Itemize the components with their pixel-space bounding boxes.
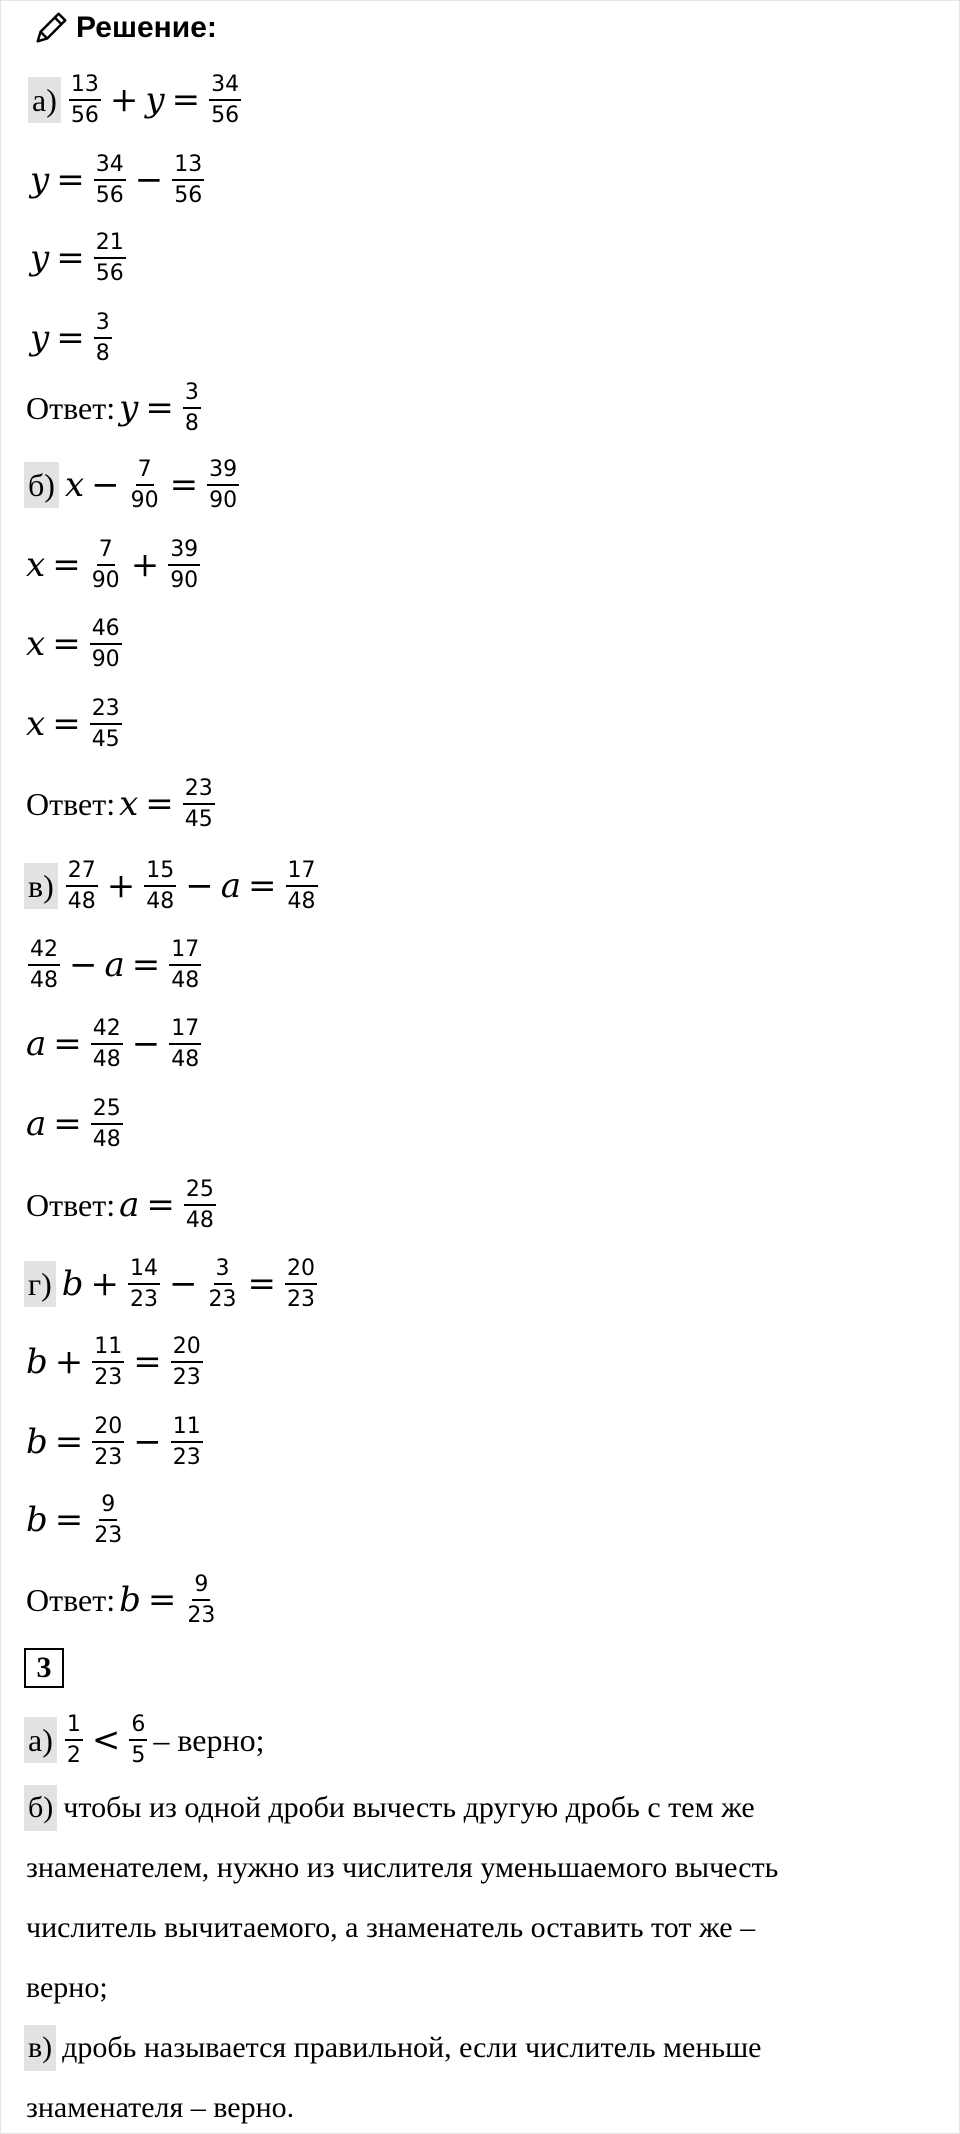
equals-sign: = (171, 80, 201, 120)
minus-sign: − (134, 160, 164, 200)
d-line-3 (26, 1412, 205, 1472)
paragraph-text: дробь называется правильной, если числитель меньше (62, 2031, 762, 2064)
b-line-3 (26, 614, 124, 674)
equals-sign: = (169, 465, 199, 505)
variable: a (104, 945, 125, 985)
solution-header (32, 6, 217, 50)
variable: b (26, 1500, 48, 1540)
fraction: $\frac{9}{23}$ (187, 1572, 216, 1628)
fraction: $\frac{17}{48}$ (287, 858, 316, 914)
fraction: $\frac{20}{23}$ (94, 1414, 123, 1470)
b-line-1 (24, 455, 241, 515)
a-line-3 (30, 228, 128, 288)
equals-sign: = (52, 624, 81, 664)
pencil-icon (32, 9, 70, 47)
variable: b (26, 1342, 48, 1382)
fraction: $\frac{11}{23}$ (94, 1334, 123, 1390)
fraction: $\frac{20}{23}$ (287, 1256, 316, 1312)
equals-sign: = (145, 784, 174, 824)
fraction: $\frac{17}{48}$ (171, 937, 200, 993)
fraction: $\frac{23}{45}$ (91, 696, 120, 752)
task3-a-label: а) (24, 1717, 57, 1763)
minus-sign: − (69, 945, 98, 985)
fraction: $\frac{3}{8}$ (184, 380, 199, 436)
paragraph-text: верно; (26, 1971, 108, 2004)
variable: a (220, 866, 242, 906)
answer-label: Ответ: (26, 1581, 116, 1618)
fraction: $\frac{11}{23}$ (172, 1414, 201, 1470)
equals-sign: = (52, 545, 81, 585)
c-label: в) (24, 863, 58, 909)
minus-sign: − (185, 866, 214, 906)
equals-sign: = (56, 238, 85, 278)
task3-b-line-2 (26, 1846, 778, 1890)
task3-c-line-2 (26, 2086, 294, 2130)
equals-sign: = (54, 1500, 84, 1540)
fraction: $\frac{46}{90}$ (91, 616, 120, 672)
task3-a-line (24, 1710, 265, 1770)
paragraph-text: знаменателем, нужно из числителя уменьшаемого вычесть (26, 1851, 779, 1884)
fraction: $\frac{42}{48}$ (92, 1016, 121, 1072)
variable: a (119, 1185, 140, 1225)
variable: x (26, 545, 46, 585)
a-line-2 (30, 150, 206, 210)
fraction: $\frac{27}{48}$ (67, 858, 96, 914)
plus-sign: + (109, 80, 139, 120)
variable: x (26, 704, 46, 744)
fraction: $\frac{34}{56}$ (95, 152, 124, 208)
fraction: $\frac{14}{23}$ (130, 1256, 159, 1312)
equals-sign: = (145, 388, 174, 428)
task3-b-line-3 (26, 1906, 755, 1950)
equals-sign: = (248, 866, 277, 906)
task3-c-line-1 (24, 2026, 762, 2070)
c-line-1 (24, 856, 320, 916)
task3-b-label: б) (24, 1785, 57, 1831)
paragraph-text: знаменателя – верно. (26, 2091, 295, 2124)
variable: y (119, 388, 139, 428)
answer-label: Ответ: (26, 389, 116, 426)
fraction: $\frac{34}{56}$ (211, 72, 240, 128)
variable: y (30, 160, 50, 200)
fraction: $\frac{7}{90}$ (130, 457, 159, 513)
equals-sign: = (133, 1342, 162, 1382)
variable: y (30, 318, 50, 358)
fraction: $\frac{20}{23}$ (172, 1334, 201, 1390)
fraction: $\frac{42}{48}$ (30, 937, 58, 993)
fraction: $\frac{15}{48}$ (146, 858, 175, 914)
fraction: $\frac{7}{90}$ (91, 537, 120, 593)
fraction: $\frac{3}{23}$ (208, 1256, 237, 1312)
minus-sign: − (169, 1264, 198, 1304)
a-label: а) (28, 77, 61, 123)
b-line-4 (26, 694, 124, 754)
fraction: $\frac{9}{23}$ (94, 1492, 123, 1548)
statement-verdict: – верно; (153, 1721, 265, 1758)
c-answer (26, 1175, 218, 1235)
task-number-box: 3 (24, 1648, 64, 1688)
minus-sign: − (131, 1024, 161, 1064)
c-line-2 (26, 935, 203, 995)
b-answer (26, 774, 217, 834)
d-line-2 (26, 1332, 205, 1392)
plus-sign: + (54, 1342, 84, 1382)
equals-sign: = (53, 1104, 82, 1144)
equals-sign: = (131, 945, 161, 985)
fraction: $\frac{17}{48}$ (171, 1016, 200, 1072)
variable: x (26, 624, 46, 664)
paragraph-text: чтобы из одной дроби вычесть другую дробь с тем же (63, 1791, 755, 1824)
equals-sign: = (147, 1580, 177, 1620)
task3-b-line-1 (24, 1786, 755, 1830)
equals-sign: = (146, 1185, 175, 1225)
a-line-4 (30, 308, 114, 368)
d-line-4 (26, 1490, 126, 1550)
less-than-sign: < (91, 1720, 121, 1760)
equals-sign: = (52, 704, 81, 744)
minus-sign: − (91, 465, 120, 505)
fraction: $\frac{25}{48}$ (92, 1096, 121, 1152)
b-label: б) (24, 462, 59, 508)
variable: x (64, 465, 85, 505)
plus-sign: + (130, 545, 160, 585)
fraction: $\frac{6}{5}$ (131, 1712, 146, 1768)
variable: a (26, 1104, 47, 1144)
variable: x (119, 784, 139, 824)
fraction: $\frac{21}{56}$ (95, 230, 124, 286)
equals-sign: = (56, 160, 85, 200)
d-answer (26, 1570, 219, 1630)
paragraph-text: числитель вычитаемого, а знаменатель оставить тот же – (26, 1911, 756, 1944)
variable: b (26, 1422, 48, 1462)
plus-sign: + (90, 1264, 120, 1304)
d-line-1 (24, 1254, 319, 1314)
b-line-2 (26, 535, 202, 595)
solution-title: Решение: (76, 11, 217, 44)
variable: b (61, 1264, 84, 1304)
plus-sign: + (106, 866, 136, 906)
a-answer (26, 378, 203, 438)
c-line-3 (26, 1014, 203, 1074)
variable: a (26, 1024, 47, 1064)
fraction: $\frac{1}{2}$ (66, 1712, 81, 1768)
variable: b (119, 1580, 141, 1620)
c-line-4 (26, 1094, 125, 1154)
fraction: $\frac{23}{45}$ (184, 776, 213, 832)
equals-sign: = (53, 1024, 82, 1064)
equals-sign: = (54, 1422, 84, 1462)
equals-sign: = (56, 318, 85, 358)
variable: y (30, 238, 50, 278)
minus-sign: − (133, 1422, 162, 1462)
task3-c-label: в) (24, 2025, 56, 2071)
fraction: $\frac{39}{90}$ (209, 457, 238, 513)
fraction: $\frac{25}{48}$ (185, 1177, 214, 1233)
fraction: $\frac{13}{56}$ (174, 152, 203, 208)
d-label: г) (24, 1261, 56, 1307)
fraction: $\frac{13}{56}$ (70, 72, 99, 128)
answer-label: Ответ: (26, 1186, 116, 1223)
task3-b-line-4 (26, 1966, 108, 2010)
a-line-1 (28, 70, 243, 130)
fraction: $\frac{39}{90}$ (170, 537, 199, 593)
variable: y (145, 80, 165, 120)
answer-label: Ответ: (26, 785, 116, 822)
fraction: $\frac{3}{8}$ (95, 310, 110, 366)
equals-sign: = (247, 1264, 277, 1304)
